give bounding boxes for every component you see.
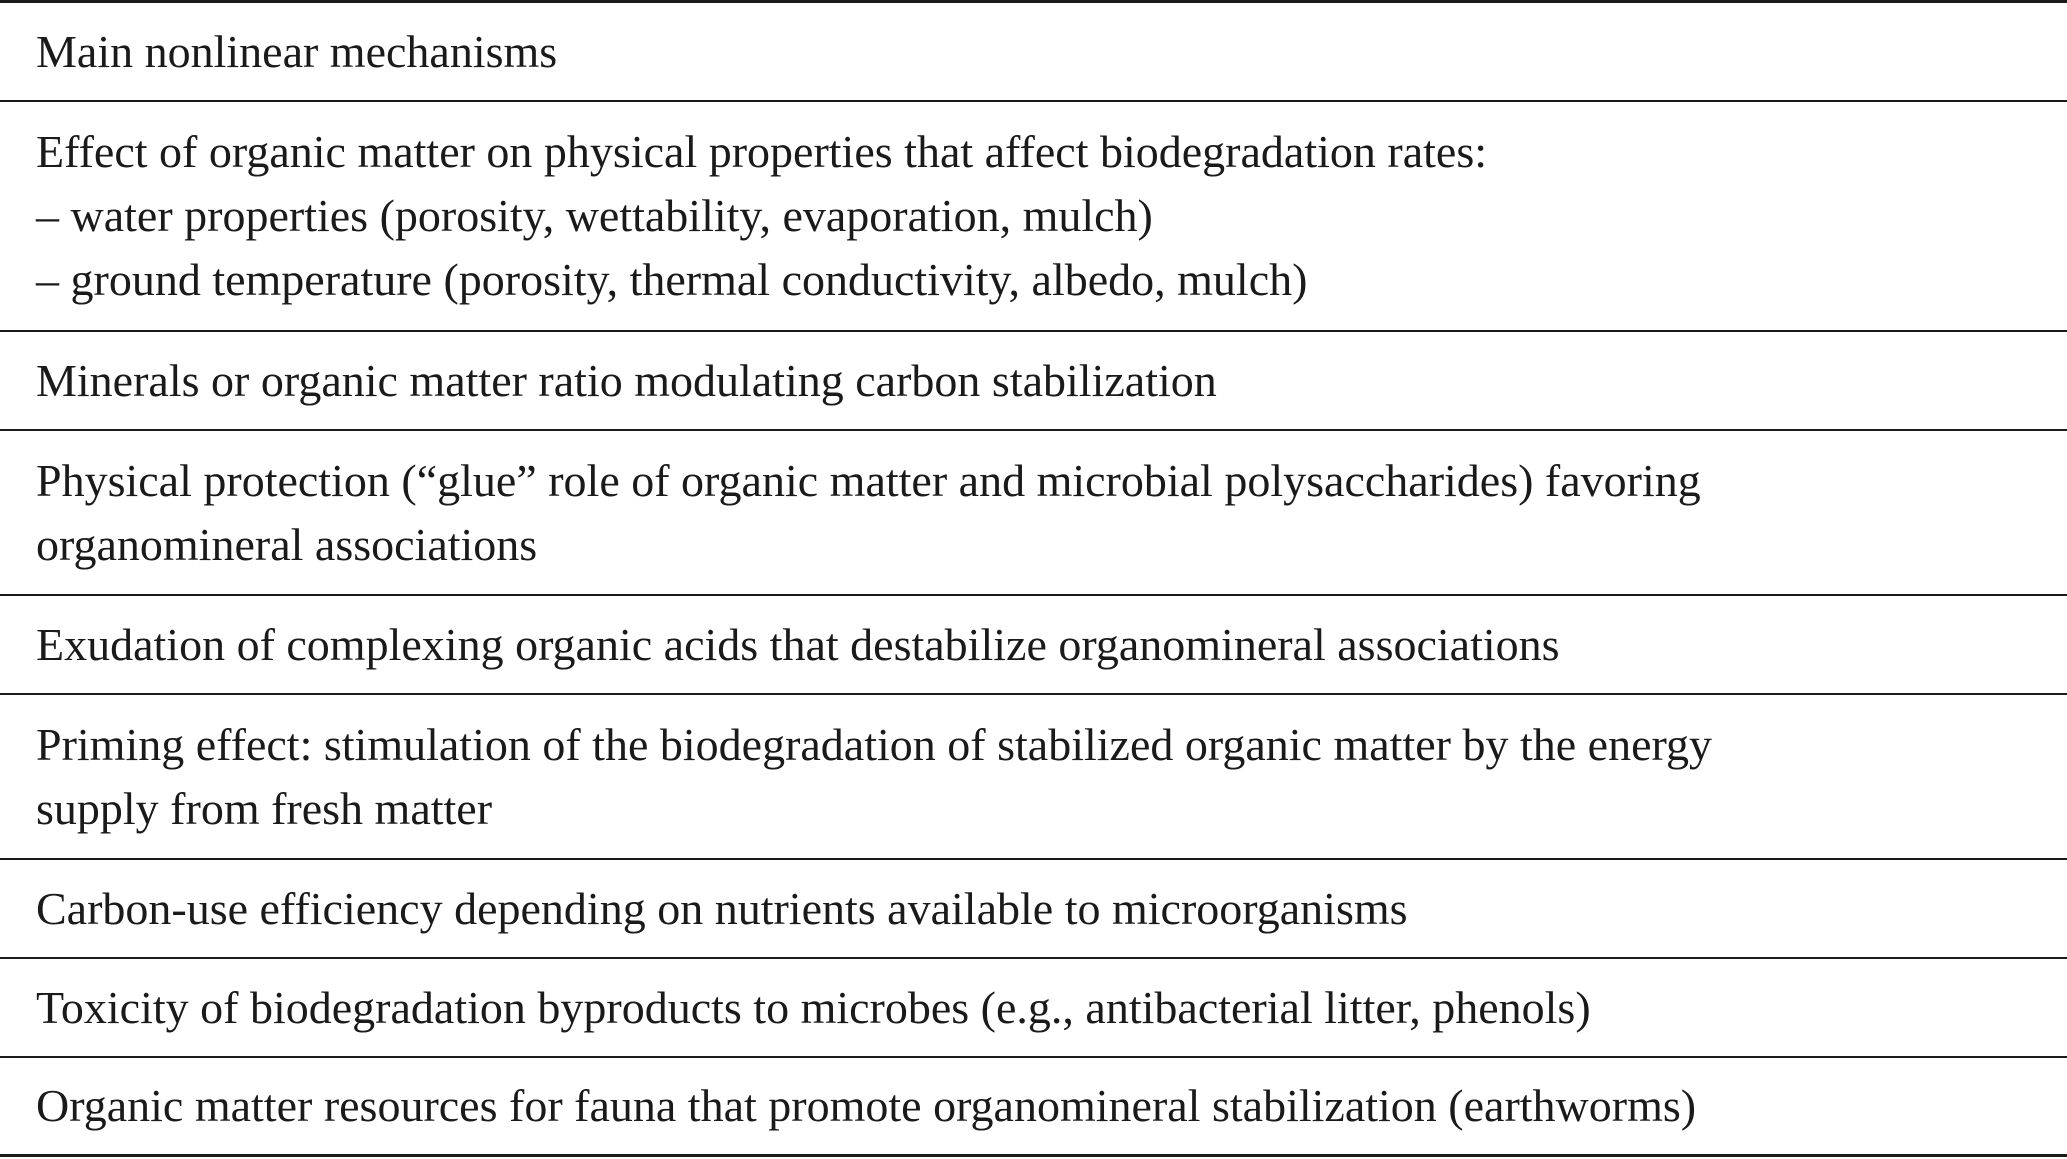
table-header: Main nonlinear mechanisms (36, 25, 558, 77)
table-row (0, 860, 2067, 959)
row-text: – water properties (porosity, wettability, evaporation, mulch) (36, 190, 1153, 241)
table-row (0, 102, 2067, 332)
table-row (0, 959, 2067, 1058)
table-row (0, 1058, 2067, 1157)
row-text: Effect of organic matter on physical properties that affect biodegradation rates: (36, 126, 1487, 177)
table-header-row (0, 3, 2067, 102)
row-text: Toxicity of biodegradation byproducts to microbes (e.g., antibacterial litter, phenols) (36, 981, 1591, 1033)
table-row (0, 431, 2067, 596)
table-row (0, 596, 2067, 695)
row-text: Physical protection (“glue” role of organic matter and microbial polysaccharides) favoring (36, 454, 1701, 506)
row-text: Priming effect: stimulation of the biodegradation of stabilized organic matter by the energy (36, 718, 1712, 770)
row-text: supply from fresh matter (36, 782, 493, 834)
row-text: – ground temperature (porosity, thermal conductivity, albedo, mulch) (36, 254, 1308, 305)
row-text: Carbon-use efficiency depending on nutrients available to microorganisms (36, 882, 1408, 934)
row-text: Organic matter resources for fauna that promote organomineral stabilization (earthworms) (36, 1080, 1697, 1131)
row-text: Exudation of complexing organic acids that destabilize organomineral associations (36, 618, 1560, 670)
row-text: organomineral associations (36, 518, 538, 570)
table-row (0, 695, 2067, 860)
row-text: Minerals or organic matter ratio modulating carbon stabilization (36, 354, 1217, 406)
table-row (0, 332, 2067, 431)
